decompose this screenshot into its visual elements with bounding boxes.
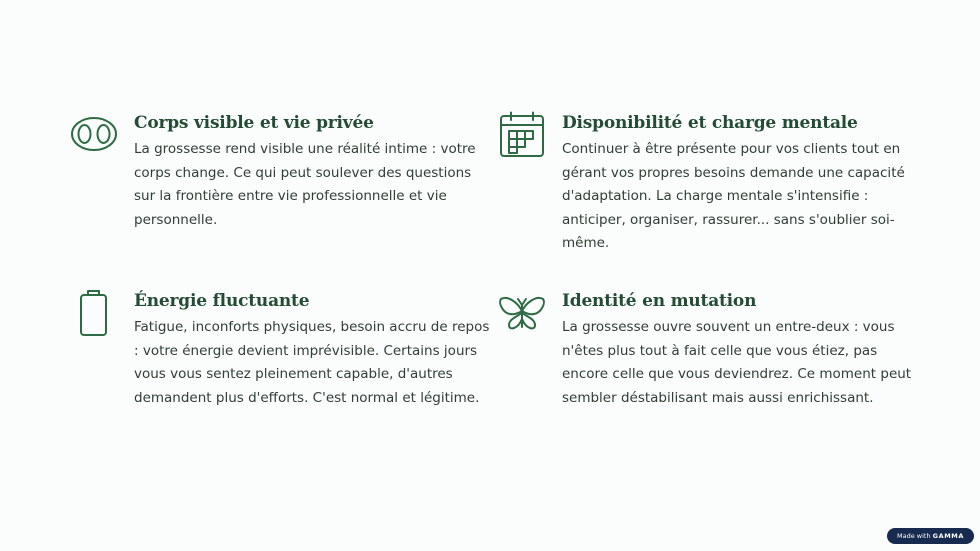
- card-body: Continuer à être présente pour vos clients tout en gérant vos propres besoins demande une capacité d'adaptation. La charge mentale s'intensifie : anticiper, organiser, rassurer... sans s'oublier soi-même.: [562, 141, 905, 251]
- card-title: Corps visible et vie privée: [134, 113, 374, 133]
- gamma-logo: GAMMA: [932, 532, 964, 540]
- calendar-icon: [498, 111, 546, 159]
- badge-prefix: Made with: [897, 532, 931, 540]
- card-body: La grossesse ouvre souvent un entre-deux : vous n'êtes plus tout à fait celle que vous étiez, pas encore celle que vous deviendrez. Ce moment peut sembler déstabilisant mais aussi enrichissant.: [562, 319, 912, 406]
- butterfly-icon: [498, 289, 546, 337]
- card-title: Identité en mutation: [562, 291, 757, 311]
- eyes-icon: [70, 111, 118, 159]
- card-body: Fatigue, inconforts physiques, besoin accru de repos : votre énergie devient imprévisible. Certains jours vous vous sentez pleinement capable, d'autres demandent plus d'efforts. C'est normal et légitime.: [134, 319, 490, 406]
- battery-icon: [70, 289, 118, 337]
- card-title: Énergie fluctuante: [134, 291, 310, 311]
- made-with-gamma-badge[interactable]: [887, 528, 974, 544]
- card-title: Disponibilité et charge mentale: [562, 113, 858, 133]
- card-body: La grossesse rend visible une réalité intime : votre corps change. Ce qui peut soulever des questions sur la frontière entre vie professionnelle et vie personnelle.: [134, 141, 476, 228]
